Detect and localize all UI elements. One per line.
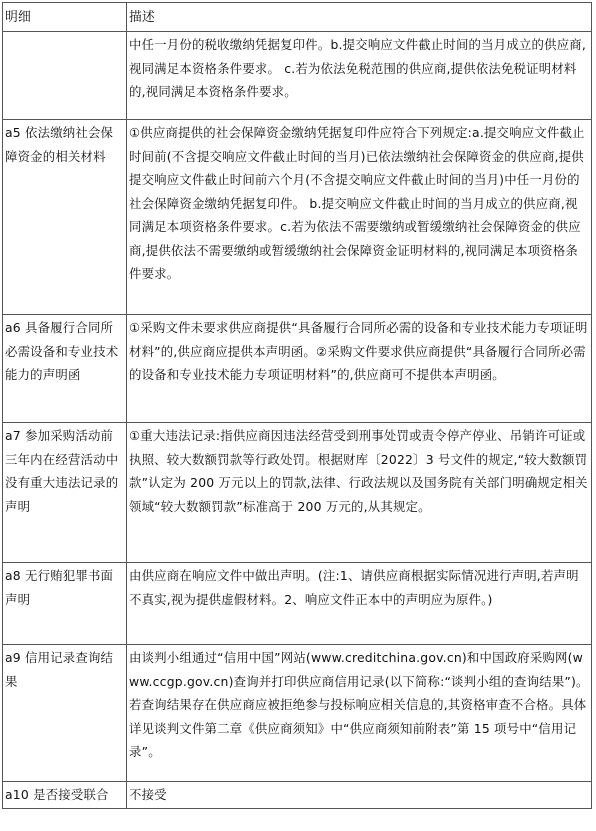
row-item [3, 32, 127, 120]
row-item: a6 具备履行合同所必需设备和专业技术能力的声明函 [3, 315, 127, 423]
header-detail: 明细 [3, 3, 127, 32]
row-description: ①供应商提供的社会保障资金缴纳凭据复印件应符合下列规定:a.提交响应文件截止时间前(不含提交响应文件截止时间的当月)已依法缴纳社会保障资金的供应商,提供提交响应文件截止时间前六个月(不含提交响应文件截止时间的当月)中任一月份的社会保障资金缴纳凭据复印件。 b.提交响应文件截止时间的当月成立的供应商,视同满足本项资格条件要求。c.若为依法不需要缴纳或暂缓缴纳社会保障资金的供应商,提供依法不需要缴纳或暂缓缴纳社会保障资金证明材料的,视同满足本项资格条件要求。 [127, 120, 592, 315]
table-row [3, 563, 592, 645]
table-row [3, 782, 592, 809]
row-description: ①采购文件未要求供应商提供“具备履行合同所必需的设备和专业技术能力专项证明材料”的,供应商应提供本声明函。②采购文件要求供应商提供“具备履行合同所必需的设备和专业技术能力专项证明材料”的,供应商可不提供本声明函。 [127, 315, 592, 423]
table-row [3, 423, 592, 563]
table-row [3, 315, 592, 423]
row-description: 中任一月份的税收缴纳凭据复印件。b.提交响应文件截止时间的当月成立的供应商,视同满足本资格条件要求。 c.若为依法免税范围的供应商,提供依法免税证明材料的,视同满足本资格条件要求。 [127, 32, 592, 120]
table-row [3, 645, 592, 782]
row-item: a5 依法缴纳社会保障资金的相关材料 [3, 120, 127, 315]
row-description: ①重大违法记录:指供应商因违法经营受到刑事处罚或责令停产停业、吊销许可证或执照、较大数额罚款等行政处罚。根据财库〔2022〕3 号文件的规定,“较大数额罚款”认定为 200 万元以上的罚款,法律、行政法规以及国务院有关部门明确规定相关领域“较大数额罚款”标准高于 200 万元的,从其规定。 [127, 423, 592, 563]
row-item: a8 无行贿犯罪书面声明 [3, 563, 127, 645]
header-description: 描述 [127, 3, 592, 32]
row-item: a9 信用记录查询结果 [3, 645, 127, 782]
row-description: 不接受 [127, 782, 592, 809]
row-item: a10 是否接受联合 [3, 782, 127, 809]
table-row [3, 32, 592, 120]
table-row [3, 120, 592, 315]
row-item: a7 参加采购活动前三年内在经营活动中没有重大违法记录的声明 [3, 423, 127, 563]
row-description: 由供应商在响应文件中做出声明。(注:1、请供应商根据实际情况进行声明,若声明不真实,视为提供虚假材料。2、响应文件正本中的声明应为原件。) [127, 563, 592, 645]
requirements-table [2, 2, 592, 809]
table-header-row [3, 3, 592, 32]
row-description: 由谈判小组通过“信用中国”网站(www.creditchina.gov.cn)和中国政府采购网(www.ccgp.gov.cn)查询并打印供应商信用记录(以下简称:“谈判小组的查询结果”)。若查询结果存在供应商应被拒绝参与投标响应相关信息的,其资格审查不合格。具体详见谈判文件第二章《供应商须知》中“供应商须知前附表”第 15 项号中“信用记录”。 [127, 645, 592, 782]
